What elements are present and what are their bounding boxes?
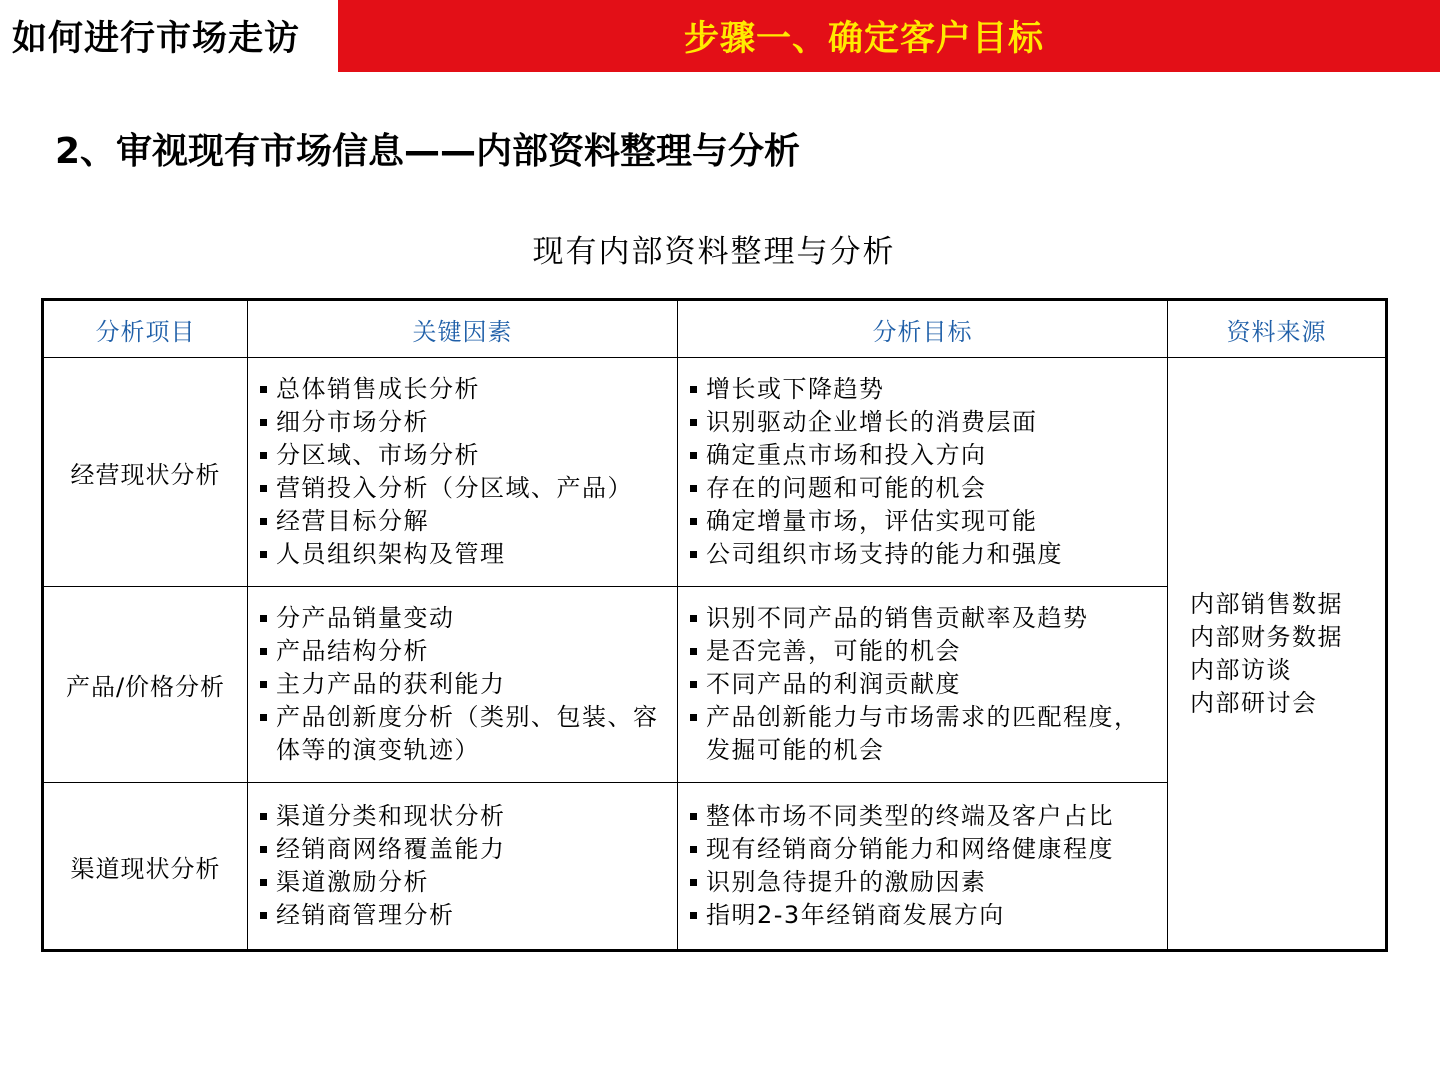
- column-header-goals: 分析目标: [678, 300, 1168, 358]
- analysis-goal: 产品创新能力与市场需求的匹配程度，发掘可能的机会: [688, 701, 1159, 767]
- key-factor: 经营目标分解: [258, 505, 669, 538]
- table-caption: 现有内部资料整理与分析: [532, 234, 896, 270]
- goals-cell: [678, 358, 1168, 587]
- key-factor: 经销商管理分析: [258, 899, 669, 932]
- key-factor: 分区域、市场分析: [258, 439, 669, 472]
- table-header-row: [43, 300, 1387, 358]
- analysis-goal: 不同产品的利润贡献度: [688, 668, 1159, 701]
- key-factors-cell: [248, 783, 678, 951]
- goals-cell: [678, 587, 1168, 783]
- data-source: 内部销售数据: [1190, 589, 1343, 618]
- data-source: 内部财务数据: [1190, 622, 1343, 651]
- key-factor: 渠道分类和现状分析: [258, 800, 669, 833]
- key-factors-cell: [248, 587, 678, 783]
- table-row-operations: [43, 358, 1387, 587]
- column-header-source: 资料来源: [1168, 300, 1387, 358]
- key-factor: 渠道激励分析: [258, 866, 669, 899]
- row-item-label: 渠道现状分析: [43, 783, 248, 951]
- section-title: 2、审视现有市场信息——内部资料整理与分析: [55, 131, 801, 172]
- deck-title: 如何进行市场走访: [12, 19, 301, 59]
- analysis-goal: 指明2-3年经销商发展方向: [688, 899, 1159, 932]
- data-source-cell: [1168, 358, 1387, 951]
- key-factor: 总体销售成长分析: [258, 373, 669, 406]
- key-factor: 营销投入分析（分区域、产品）: [258, 472, 669, 505]
- column-header-factors: 关键因素: [248, 300, 678, 358]
- analysis-goal: 是否完善，可能的机会: [688, 635, 1159, 668]
- key-factor: 主力产品的获利能力: [258, 668, 669, 701]
- data-source: 内部访谈: [1190, 655, 1292, 684]
- data-source: 内部研讨会: [1190, 688, 1318, 717]
- analysis-goal: 增长或下降趋势: [688, 373, 1159, 406]
- analysis-goal: 确定重点市场和投入方向: [688, 439, 1159, 472]
- analysis-table: [41, 298, 1388, 952]
- analysis-goal: 识别不同产品的销售贡献率及趋势: [688, 602, 1159, 635]
- row-item-label: 经营现状分析: [43, 358, 248, 587]
- key-factors-cell: [248, 358, 678, 587]
- analysis-goal: 确定增量市场，评估实现可能: [688, 505, 1159, 538]
- key-factor: 人员组织架构及管理: [258, 538, 669, 571]
- analysis-goal: 识别急待提升的激励因素: [688, 866, 1159, 899]
- key-factor: 细分市场分析: [258, 406, 669, 439]
- analysis-goal: 存在的问题和可能的机会: [688, 472, 1159, 505]
- analysis-goal: 识别驱动企业增长的消费层面: [688, 406, 1159, 439]
- step-banner: 步骤一、确定客户目标: [338, 0, 1440, 72]
- analysis-goal: 整体市场不同类型的终端及客户占比: [688, 800, 1159, 833]
- key-factor: 产品创新度分析（类别、包装、容体等的演变轨迹）: [258, 701, 669, 767]
- goals-cell: [678, 783, 1168, 951]
- key-factor: 经销商网络覆盖能力: [258, 833, 669, 866]
- row-item-label: 产品/价格分析: [43, 587, 248, 783]
- column-header-item: 分析项目: [43, 300, 248, 358]
- analysis-goal: 现有经销商分销能力和网络健康程度: [688, 833, 1159, 866]
- key-factor: 分产品销量变动: [258, 602, 669, 635]
- key-factor: 产品结构分析: [258, 635, 669, 668]
- analysis-goal: 公司组织市场支持的能力和强度: [688, 538, 1159, 571]
